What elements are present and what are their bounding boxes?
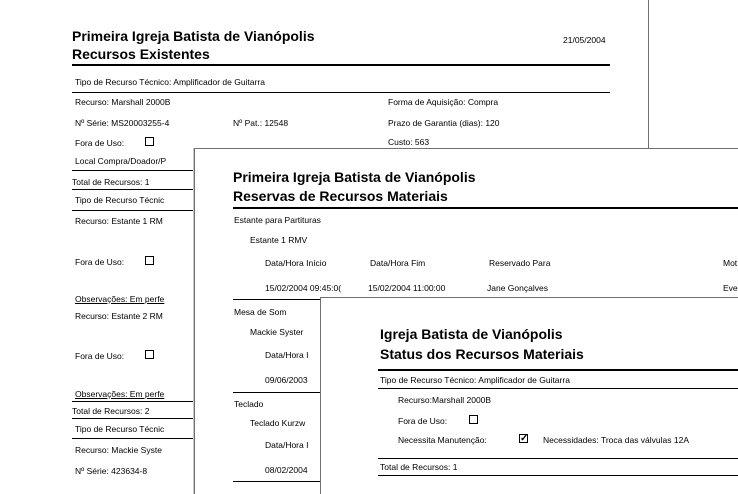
- r1-church-name: Primeira Igreja Batista de Vianópolis: [72, 28, 315, 44]
- r1-item1-out-of-use-label: Fora de Uso:: [75, 138, 125, 148]
- r1-group3-rule-top: [72, 418, 202, 419]
- r1-group2-total-rule: [72, 401, 202, 402]
- r1-group1-total-rule: [72, 170, 202, 171]
- r1-item1-acquisition: Forma de Aquisição: Compra: [388, 97, 499, 107]
- r3-total: Total de Recursos: 1: [380, 462, 458, 472]
- r3-resource: Recurso:Marshall 2000B: [398, 395, 492, 405]
- r1-item1-serial: Nº Série: MS20003255-4: [75, 118, 170, 128]
- r2-category1: Estante para Partituras: [234, 215, 321, 225]
- r1-item2-out-of-use-checkbox: [145, 256, 154, 265]
- r1-group2-total: Total de Recursos: 2: [72, 406, 150, 416]
- r1-group2-header: Tipo de Recurso Técnic: [75, 195, 165, 205]
- r3-group-rule: [378, 388, 738, 389]
- r1-report-title: Recursos Existentes: [72, 46, 210, 62]
- r2-row1-start: 15/02/2004 09:45:0(: [265, 283, 342, 293]
- r2-report-title: Reservas de Recursos Materiais: [233, 188, 448, 204]
- r2-col-end: Data/Hora Fim: [370, 258, 426, 268]
- r1-item1-resource: Recurso: Marshall 2000B: [75, 97, 171, 107]
- r1-item1-cost: Custo: 563: [388, 137, 430, 147]
- r1-group1-total: Total de Recursos: 1: [72, 177, 150, 187]
- r1-item3-out-of-use-checkbox: [145, 350, 154, 359]
- r2-row2-start: 09/06/2003: [265, 375, 308, 385]
- r2-row1-reason: Eve: [723, 283, 738, 293]
- r2-row1-reserved-for: Jane Gonçalves: [487, 283, 548, 293]
- r2-resource2: Mackie Syster: [250, 327, 304, 337]
- r2-church-name: Primeira Igreja Batista de Vianópolis: [233, 169, 476, 185]
- r1-group2-rule: [72, 210, 202, 211]
- report-status: [320, 297, 738, 494]
- r1-item4-serial: Nº Série: 423634-8: [75, 466, 148, 476]
- r1-item1-local: Local Compra/Doador/P: [75, 156, 167, 166]
- r2-col-reserved-for: Reservado Para: [489, 258, 551, 268]
- r3-report-title: Status dos Recursos Materiais: [380, 346, 584, 362]
- r3-out-of-use-label: Fora de Uso:: [398, 416, 448, 426]
- r1-item2-resource: Recurso: Estante 1 RM: [75, 216, 163, 226]
- r3-maintenance-checkbox: ✓: [520, 433, 529, 444]
- r3-church-name: Igreja Batista de Vianópolis: [380, 326, 563, 342]
- r1-group3-rule: [72, 438, 202, 439]
- r2-resource3: Teclado Kurzw: [250, 418, 306, 428]
- r1-group2-rule-top: [72, 189, 202, 190]
- r1-group1-rule: [72, 92, 610, 93]
- r2-category2: Mesa de Som: [234, 307, 287, 317]
- r1-item3-out-of-use-label: Fora de Uso:: [75, 351, 125, 361]
- r2-resource1: Estante 1 RMV: [250, 235, 308, 245]
- r3-out-of-use-checkbox: [469, 415, 478, 424]
- r3-maintenance-label: Necessita Manutenção:: [398, 435, 487, 445]
- r1-item1-out-of-use-checkbox: [145, 137, 154, 146]
- r1-group1-header: Tipo de Recurso Técnico: Amplificador de Guitarra: [75, 77, 265, 87]
- r2-row3-start: 08/02/2004: [265, 465, 308, 475]
- r1-group3-header: Tipo de Recurso Técnic: [75, 424, 165, 434]
- r1-item2-out-of-use-label: Fora de Uso:: [75, 257, 125, 267]
- r2-row1-end: 15/02/2004 11:00:00: [368, 283, 446, 293]
- r3-title-rule: [378, 369, 738, 371]
- r3-total-rule: [378, 458, 738, 459]
- r1-item4-resource: Recurso: Mackie Syste: [75, 445, 162, 455]
- r1-date: 21/05/2004: [563, 35, 606, 45]
- r1-item3-observations: Observações: Em perfe: [75, 389, 165, 399]
- r1-item1-warranty: Prazo de Garantia (dias): 120: [388, 118, 500, 128]
- r1-item1-patrimony: Nº Pat.: 12548: [233, 118, 289, 128]
- r3-bottom-rule: [378, 475, 738, 476]
- r1-title-rule: [72, 64, 610, 66]
- r2-col-start-2: Data/Hora I: [265, 350, 309, 360]
- r1-item3-resource: Recurso: Estante 2 RM: [75, 311, 163, 321]
- r2-col-reason: Mot: [723, 258, 738, 268]
- r1-item2-observations: Observações: Em perfe: [75, 294, 165, 304]
- r2-col-start-3: Data/Hora I: [265, 440, 309, 450]
- r2-title-rule: [233, 207, 738, 209]
- r2-col-start: Data/Hora Início: [265, 258, 327, 268]
- r3-needs: Necessidades: Troca das válvulas 12A: [543, 435, 689, 445]
- r3-group-header: Tipo de Recurso Técnico: Amplificador de Guitarra: [380, 375, 570, 385]
- r2-category3: Teclado: [234, 399, 264, 409]
